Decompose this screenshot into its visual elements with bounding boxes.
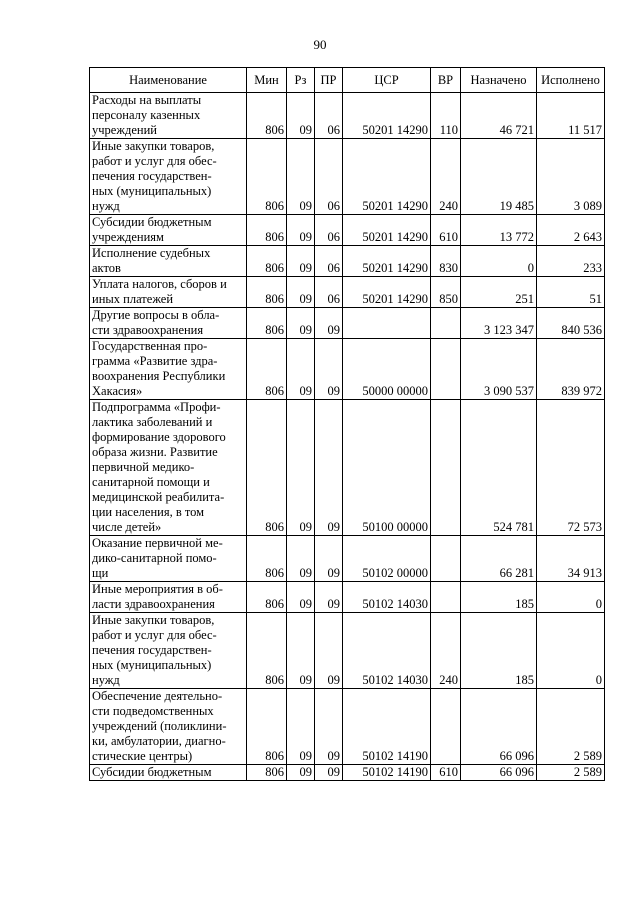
cell-vr (431, 339, 461, 400)
table-row (90, 582, 605, 613)
cell-assigned: 46 721 (461, 93, 537, 139)
cell-vr: 110 (431, 93, 461, 139)
cell-name: Подпрограмма «Профи- лактика заболеваний и формирование здорового образа жизни. Развитие первичной медико- санитарной помощи и медицинской реабилита- ции населения, в том числе детей» (90, 400, 247, 536)
cell-min: 806 (247, 277, 287, 308)
cell-assigned: 251 (461, 277, 537, 308)
cell-assigned: 185 (461, 582, 537, 613)
cell-executed: 34 913 (537, 536, 605, 582)
col-header-min: Мин (247, 68, 287, 93)
table-row (90, 93, 605, 139)
cell-pr: 09 (315, 689, 343, 765)
cell-csr: 50102 14030 (343, 613, 431, 689)
cell-pr: 09 (315, 400, 343, 536)
cell-rz: 09 (287, 536, 315, 582)
cell-executed: 233 (537, 246, 605, 277)
cell-csr: 50201 14290 (343, 277, 431, 308)
cell-executed: 0 (537, 613, 605, 689)
table-row (90, 246, 605, 277)
cell-name: Расходы на выплаты персоналу казенных учреждений (90, 93, 247, 139)
col-header-vr: ВР (431, 68, 461, 93)
cell-pr: 09 (315, 613, 343, 689)
cell-name: Субсидии бюджетным (90, 765, 247, 781)
cell-min: 806 (247, 689, 287, 765)
cell-assigned: 3 123 347 (461, 308, 537, 339)
table-row (90, 308, 605, 339)
cell-min: 806 (247, 139, 287, 215)
cell-pr: 09 (315, 339, 343, 400)
page-number: 90 (313, 37, 327, 52)
table-row (90, 277, 605, 308)
cell-name: Иные закупки товаров, работ и услуг для обес- печения государствен- ных (муниципальных) нужд (90, 613, 247, 689)
table-row (90, 536, 605, 582)
cell-pr: 09 (315, 765, 343, 781)
cell-csr: 50102 00000 (343, 536, 431, 582)
cell-csr: 50102 14030 (343, 582, 431, 613)
cell-assigned: 0 (461, 246, 537, 277)
cell-executed: 51 (537, 277, 605, 308)
cell-rz: 09 (287, 139, 315, 215)
cell-pr: 09 (315, 582, 343, 613)
col-header-name: Наименование (90, 68, 247, 93)
cell-executed: 72 573 (537, 400, 605, 536)
budget-table (89, 67, 605, 781)
cell-min: 806 (247, 582, 287, 613)
cell-vr: 240 (431, 139, 461, 215)
cell-rz: 09 (287, 613, 315, 689)
cell-rz: 09 (287, 93, 315, 139)
cell-assigned: 3 090 537 (461, 339, 537, 400)
cell-min: 806 (247, 339, 287, 400)
cell-rz: 09 (287, 689, 315, 765)
cell-min: 806 (247, 400, 287, 536)
cell-executed: 0 (537, 582, 605, 613)
cell-assigned: 13 772 (461, 215, 537, 246)
cell-vr (431, 308, 461, 339)
col-header-assigned: Назначено (461, 68, 537, 93)
cell-rz: 09 (287, 582, 315, 613)
cell-rz: 09 (287, 339, 315, 400)
cell-name: Исполнение судебных актов (90, 246, 247, 277)
cell-csr: 50201 14290 (343, 246, 431, 277)
cell-executed: 2 589 (537, 689, 605, 765)
table-row (90, 339, 605, 400)
cell-assigned: 66 096 (461, 689, 537, 765)
cell-vr: 850 (431, 277, 461, 308)
cell-assigned: 66 096 (461, 765, 537, 781)
cell-rz: 09 (287, 400, 315, 536)
cell-min: 806 (247, 765, 287, 781)
cell-vr (431, 689, 461, 765)
cell-pr: 09 (315, 536, 343, 582)
cell-csr: 50201 14290 (343, 93, 431, 139)
cell-rz: 09 (287, 215, 315, 246)
cell-csr: 50201 14290 (343, 215, 431, 246)
cell-csr: 50201 14290 (343, 139, 431, 215)
cell-name: Иные закупки товаров, работ и услуг для обес- печения государствен- ных (муниципальных) нужд (90, 139, 247, 215)
table-row (90, 139, 605, 215)
cell-executed: 839 972 (537, 339, 605, 400)
cell-executed: 3 089 (537, 139, 605, 215)
cell-min: 806 (247, 93, 287, 139)
cell-min: 806 (247, 246, 287, 277)
cell-name: Уплата налогов, сборов и иных платежей (90, 277, 247, 308)
cell-vr: 240 (431, 613, 461, 689)
cell-pr: 06 (315, 215, 343, 246)
table-header-row (90, 68, 605, 93)
cell-rz: 09 (287, 277, 315, 308)
col-header-rz: Рз (287, 68, 315, 93)
cell-assigned: 524 781 (461, 400, 537, 536)
cell-min: 806 (247, 536, 287, 582)
col-header-executed: Исполнено (537, 68, 605, 93)
cell-rz: 09 (287, 765, 315, 781)
table-row (90, 400, 605, 536)
cell-rz: 09 (287, 308, 315, 339)
cell-vr: 610 (431, 215, 461, 246)
cell-min: 806 (247, 215, 287, 246)
cell-pr: 06 (315, 246, 343, 277)
cell-assigned: 66 281 (461, 536, 537, 582)
cell-csr: 50000 00000 (343, 339, 431, 400)
cell-vr: 830 (431, 246, 461, 277)
cell-min: 806 (247, 613, 287, 689)
cell-name: Обеспечение деятельно- сти подведомственных учреждений (поликлини- ки, амбулатории, диагно- стические центры) (90, 689, 247, 765)
cell-vr (431, 400, 461, 536)
col-header-pr: ПР (315, 68, 343, 93)
cell-name: Субсидии бюджетным учреждениям (90, 215, 247, 246)
cell-pr: 09 (315, 308, 343, 339)
cell-assigned: 185 (461, 613, 537, 689)
cell-min: 806 (247, 308, 287, 339)
cell-executed: 11 517 (537, 93, 605, 139)
cell-pr: 06 (315, 139, 343, 215)
table-row (90, 613, 605, 689)
cell-name: Другие вопросы в обла- сти здравоохранения (90, 308, 247, 339)
cell-name: Государственная про- грамма «Развитие здра- воохранения Республики Хакасия» (90, 339, 247, 400)
cell-csr: 50102 14190 (343, 765, 431, 781)
cell-pr: 06 (315, 93, 343, 139)
cell-pr: 06 (315, 277, 343, 308)
table-row (90, 689, 605, 765)
cell-name: Иные мероприятия в об- ласти здравоохранения (90, 582, 247, 613)
cell-csr: 50102 14190 (343, 689, 431, 765)
cell-vr (431, 582, 461, 613)
cell-assigned: 19 485 (461, 139, 537, 215)
cell-vr: 610 (431, 765, 461, 781)
cell-rz: 09 (287, 246, 315, 277)
cell-executed: 840 536 (537, 308, 605, 339)
cell-executed: 2 643 (537, 215, 605, 246)
cell-name: Оказание первичной ме- дико-санитарной помо- щи (90, 536, 247, 582)
cell-csr (343, 308, 431, 339)
cell-csr: 50100 00000 (343, 400, 431, 536)
col-header-csr: ЦСР (343, 68, 431, 93)
table-row (90, 215, 605, 246)
cell-executed: 2 589 (537, 765, 605, 781)
table-row (90, 765, 605, 781)
cell-vr (431, 536, 461, 582)
